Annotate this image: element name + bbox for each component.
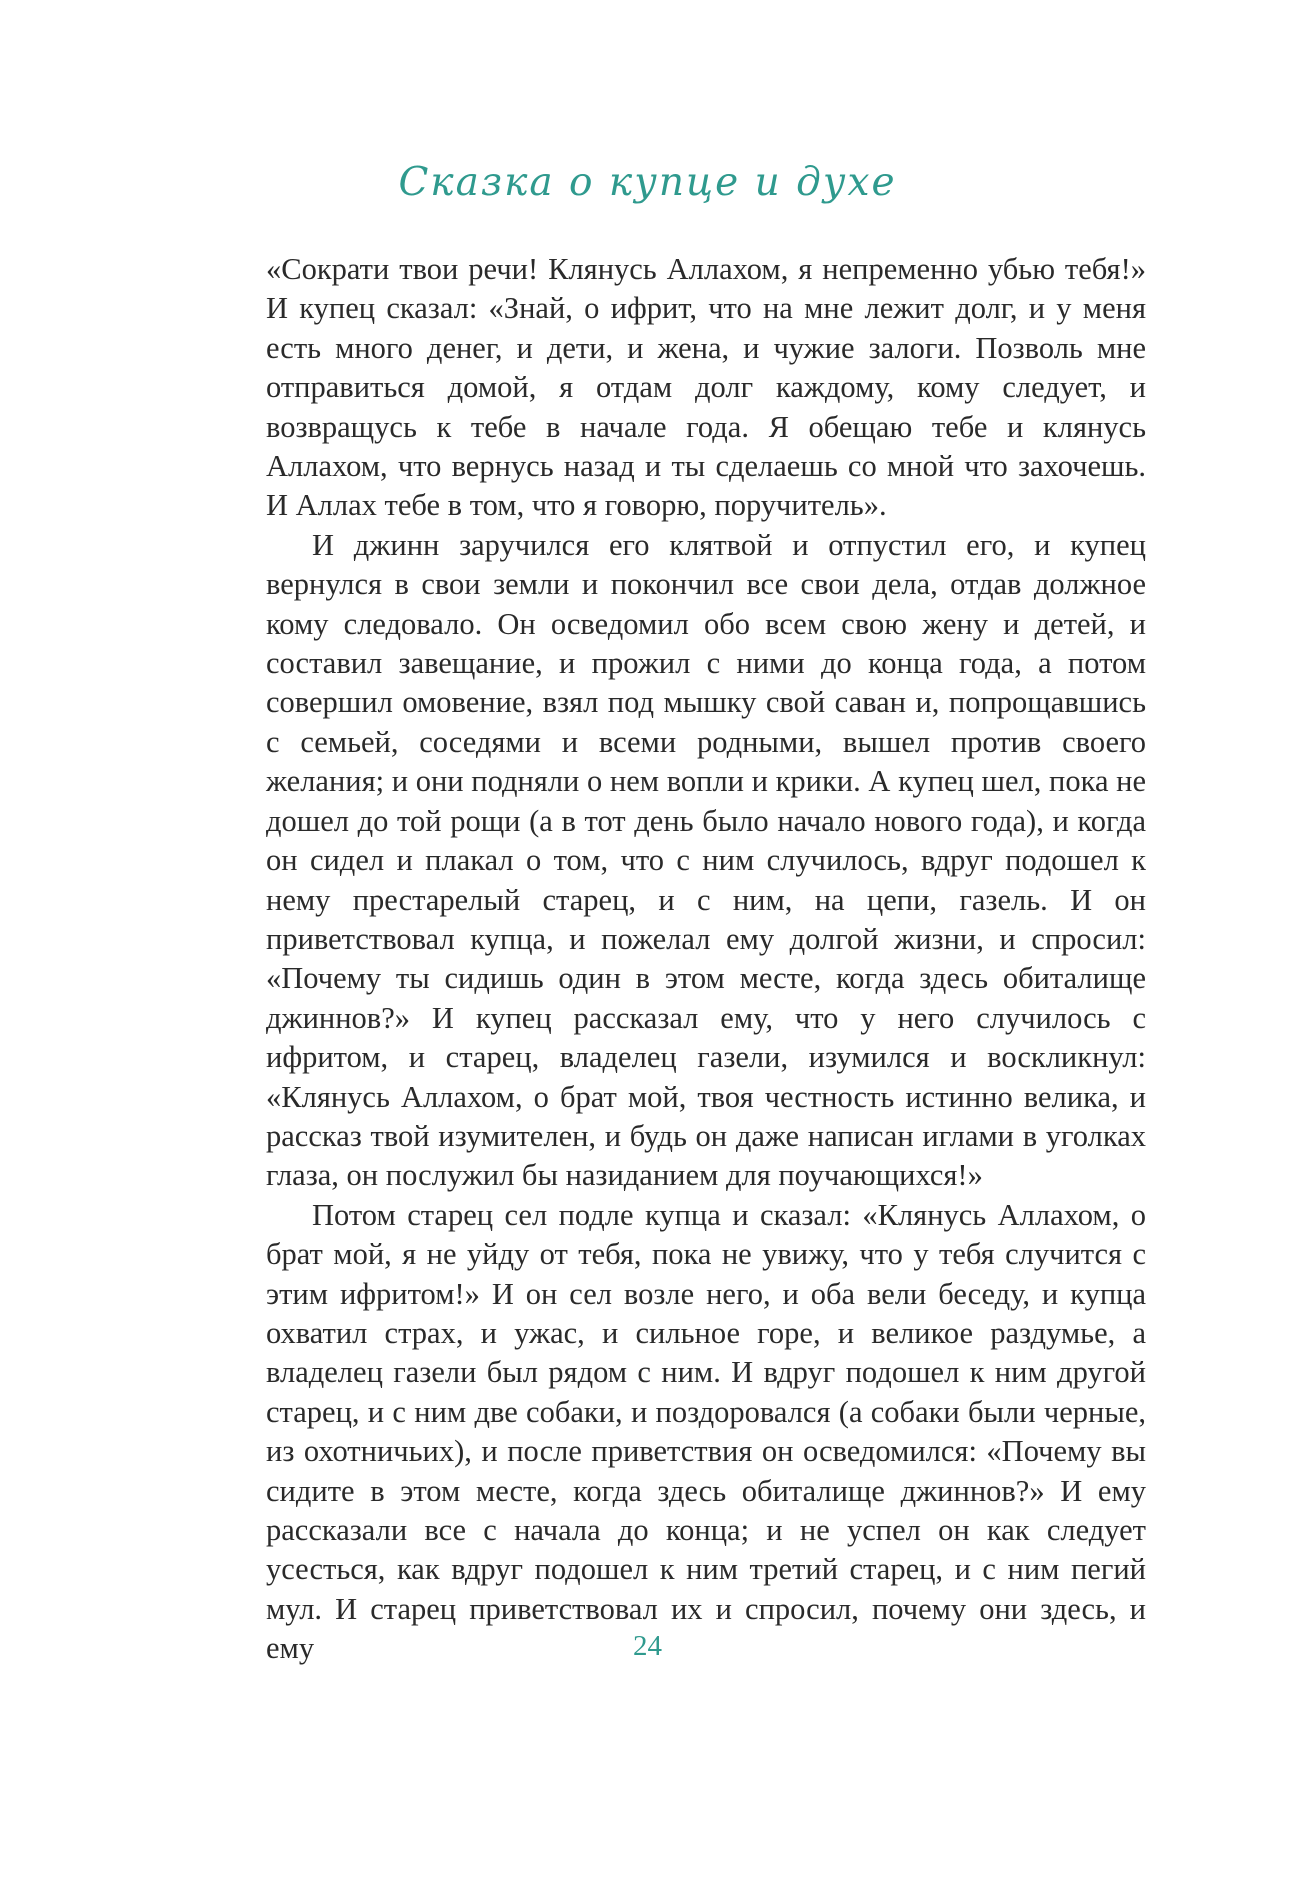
paragraph-3: Потом старец сел подле купца и сказал: «Клянусь Аллахом, о брат мой, я не уйду от тебя, пока не увижу, что у тебя случится с этим ифритом!» И он сел возле него, и оба вели беседу, и купца охватил страх, и ужас, и сильное горе, и великое раздумье, а владелец газели был рядом с ним. И вдруг подошел к ним другой старец, и с ним две собаки, и поздоровался (а собаки были черные, из охотничьих), и после приветствия он осведомился: «Почему вы сидите в этом месте, когда здесь обиталище джиннов?» И ему рассказали все с начала до конца; и не успел он как следует усесться, как вдруг подошел к ним третий старец, и с ним пегий мул. И старец приветствовал их и спросил, почему они здесь, и ему — [266, 1197, 1146, 1666]
running-head: Сказка о купце и духе — [398, 160, 897, 205]
paragraph-1: «Сократи твои речи! Клянусь Аллахом, я непременно убью тебя!» И купец сказал: «Знай, о ифрит, что на мне лежит долг, и у меня есть много денег, и дети, и жена, и чужие залоги. Позволь мне отправиться домой, я отдам долг каждому, кому следует, и возвращусь к тебе в начале года. Я обещаю тебе и клянусь Аллахом, что вернусь назад и ты сделаешь со мной что захочешь. И Аллах тебе в том, что я говорю, поручитель». — [266, 252, 1146, 523]
paragraph-2: И джинн заручился его клятвой и отпустил его, и купец вернулся в свои земли и покончил все свои дела, отдав должное кому следовало. Он осведомил обо всем свою жену и детей, и составил завещание, и прожил с ними до конца года, а потом совершил омовение, взял под мышку свой саван и, попрощавшись с семьей, соседями и всеми родными, вышел против своего желания; и они подняли о нем вопли и крики. А купец шел, пока не дошел до той рощи (а в тот день было начало нового года), и когда он сидел и плакал о том, что с ним случилось, вдруг подошел к нему престарелый старец, и с ним, на цепи, газель. И он приветствовал купца, и пожелал ему долгой жизни, и спросил: «Почему ты сидишь один в этом месте, когда здесь обиталище джиннов?» И купец рассказал ему, что у него случилось с ифритом, и старец, владелец газели, изумился и воскликнул: «Клянусь Аллахом, о брат мой, твоя честность истинно велика, и рассказ твой изумителен, и будь он даже написан иглами в уголках глаза, он послужил бы назиданием для поучающихся!» — [266, 527, 1146, 1193]
page-number: 24 — [633, 1630, 662, 1662]
body-text — [266, 250, 1146, 1669]
